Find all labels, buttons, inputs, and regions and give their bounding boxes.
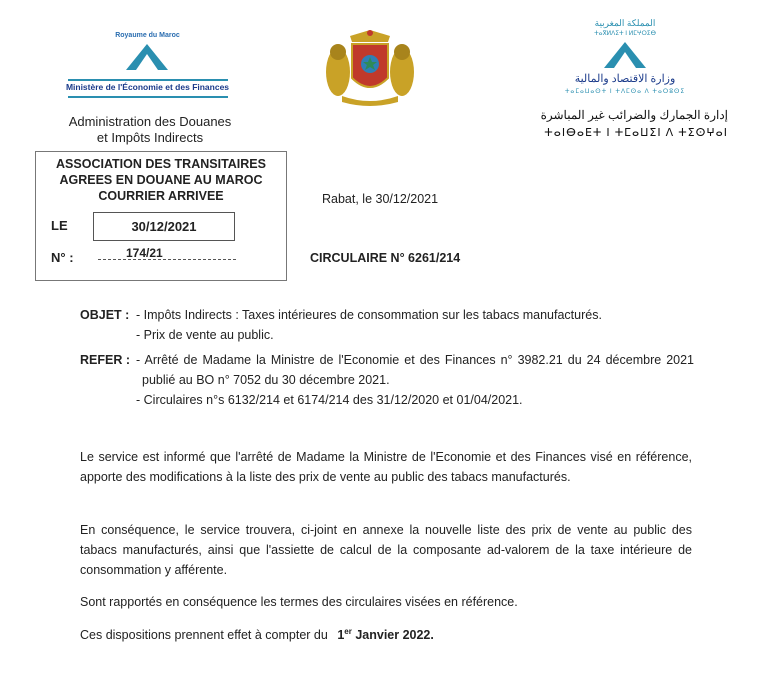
body-paragraph-3: Sont rapportés en conséquence les termes des circulaires visées en référence. xyxy=(80,595,518,609)
stamp-number-line xyxy=(98,259,236,260)
refer-row xyxy=(80,350,694,390)
stamp-title xyxy=(36,156,286,204)
objet-label: OBJET : xyxy=(80,308,130,322)
ministry-name-tifinagh: ⵜⴰⵎⴰⵡⴰⵙⵜ ⵏ ⵜⴷⵎⵙⴰ ⴷ ⵜⴰⵔⵓⵙⵉ xyxy=(564,89,686,95)
administration-name-arabic: إدارة الجمارك والضرائب غير المباشرة xyxy=(540,108,728,122)
logo-rule xyxy=(68,96,228,98)
stamp-date-value: 30/12/2021 xyxy=(93,212,235,241)
admin-line-2: et Impôts Indirects xyxy=(96,130,204,145)
body-paragraph-4 xyxy=(80,622,692,645)
stamp-date-label: LE xyxy=(51,218,68,233)
effective-date-text: Ces dispositions prennent effet à compter du xyxy=(80,628,328,643)
reception-stamp xyxy=(35,151,287,281)
effective-date-day xyxy=(337,628,434,642)
admin-line-1: Administration des Douanes xyxy=(68,114,232,129)
objet-line-2: - Prix de vente au public. xyxy=(136,328,274,342)
mountain-logo-icon xyxy=(122,42,172,72)
ministry-logo-left xyxy=(60,30,235,100)
stamp-number-label: N° : xyxy=(51,250,74,265)
ministry-logo-right xyxy=(545,18,705,108)
refer-line-2: - Circulaires n°s 6132/214 et 6174/214 des 31/12/2020 et 01/04/2021. xyxy=(136,393,523,407)
kingdom-label-tifinagh: ⵜⴰⴳⵍⴷⵉⵜ ⵏ ⵍⵎⵖⵔⵉⴱ xyxy=(594,31,656,37)
objet-section xyxy=(80,305,700,345)
objet-line-1: - Impôts Indirects : Taxes intérieures de consommation sur les tabacs manufacturés. xyxy=(136,308,602,322)
effective-day: 1 xyxy=(337,628,345,643)
refer-section xyxy=(80,350,694,410)
objet-row xyxy=(80,305,700,325)
circular-number: CIRCULAIRE N° 6261/214 xyxy=(310,251,461,265)
refer-line-1: - Arrêté de Madame la Ministre de l'Economie et des Finances n° 3982.21 du 24 décembre 2021 publié au BO n° 7052 du 30 décembre 2021. xyxy=(136,353,694,387)
administration-name xyxy=(50,114,250,146)
effective-date: Janvier 2022. xyxy=(355,628,434,643)
stamp-line-3: COURRIER ARRIVEE xyxy=(98,189,224,203)
date-line: Rabat, le 30/12/2021 xyxy=(322,192,439,206)
effective-day-suffix: er xyxy=(344,627,352,636)
body-paragraph-2: En conséquence, le service trouvera, ci-joint en annexe la nouvelle liste des prix de vente au public des tabacs manufacturés, ainsi que l'assiette de calcul de la composante ad-valorem de la taxe intérieure de consommation y afférente. xyxy=(80,523,692,577)
stamp-line-2: AGREES EN DOUANE AU MAROC xyxy=(59,173,263,187)
ministry-name: Ministère de l'Économie et des Finances xyxy=(65,82,230,92)
administration-name-tifinagh: ⵜⴰⵏⴱⴰⴹⵜ ⵏ ⵜⵎⴰⵡⵉⵏ ⴷ ⵜⵉⵙⵖⴰⵏ xyxy=(544,127,728,139)
kingdom-label-arabic: المملكة المغربية xyxy=(594,18,656,28)
stamp-line-1: ASSOCIATION DES TRANSITAIRES xyxy=(56,157,266,171)
mountain-logo-icon xyxy=(600,40,650,70)
body-paragraph-1: Le service est informé que l'arrêté de Madame la Ministre de l'Economie et des Finances visé en référence, apporte des modifications à la liste des prix de vente au public des tabacs manufacturés. xyxy=(80,450,692,484)
royal-coat-of-arms-icon xyxy=(320,28,420,108)
refer-label: REFER : xyxy=(80,353,130,367)
stamp-number-value: 174/21 xyxy=(126,246,163,260)
ministry-name-arabic: وزارة الاقتصاد والمالية xyxy=(574,73,676,85)
logo-rule xyxy=(68,79,228,81)
kingdom-label: Royaume du Maroc xyxy=(115,32,180,39)
